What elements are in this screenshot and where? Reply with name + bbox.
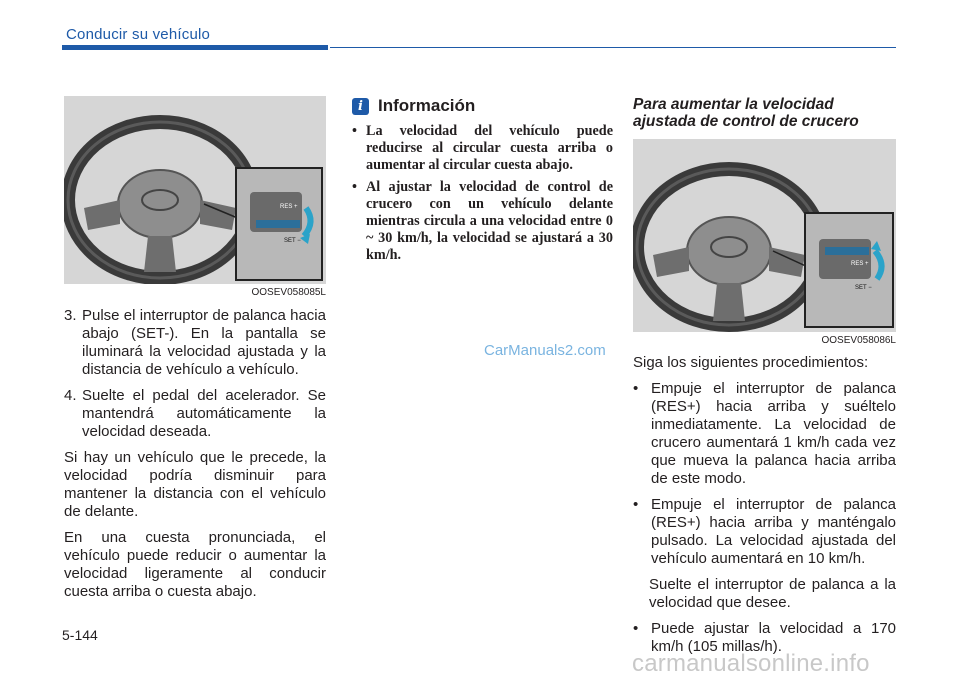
numbered-step <box>64 307 326 379</box>
indent-paragraph: Suelte el interruptor de palanca a la velocidad que desee. <box>649 576 896 611</box>
bullet-text: Al ajustar la velocidad de control de crucero con un vehículo delante mientras circula a una velocidad entre 0 ~ 30 km/h, la velocidad se ajustará a 30 km/h. <box>366 179 613 263</box>
right-column <box>633 96 896 664</box>
info-list <box>352 123 613 264</box>
steering-wheel-figure-set <box>64 96 326 284</box>
footer-watermark: carmanualsonline.info <box>632 650 870 677</box>
step-number: 3. <box>64 307 77 324</box>
left-body <box>64 307 326 601</box>
numbered-step <box>64 387 326 441</box>
right-body <box>633 354 896 656</box>
bullet-dot: • <box>633 620 639 637</box>
list-item <box>633 496 896 568</box>
info-bullet <box>352 123 613 174</box>
left-column <box>64 96 326 609</box>
bullet-dot: • <box>633 496 639 513</box>
info-bullet <box>352 179 613 264</box>
info-title: Información <box>378 96 476 115</box>
set-label: SET − <box>284 238 301 244</box>
header-rule-thick <box>62 45 328 50</box>
intro-paragraph: Siga los siguientes procedimientos: <box>633 354 869 371</box>
steering-wheel-illustration <box>64 96 326 284</box>
figure-code: OOSEV058085L <box>251 287 326 298</box>
figure-code: OOSEV058086L <box>821 335 896 346</box>
middle-column <box>352 96 613 269</box>
step-number: 4. <box>64 387 77 404</box>
bullet-dot: • <box>352 123 357 139</box>
list-item <box>633 380 896 488</box>
steering-wheel-figure-res <box>633 139 896 332</box>
paragraph: Si hay un vehículo que le precede, la velocidad podría disminuir para mantener la distancia con el vehículo de delante. <box>64 449 326 520</box>
step-text: Suelte el pedal del acelerador. Se mantendrá automáticamente la velocidad deseada. <box>82 387 326 440</box>
bullet-dot: • <box>633 380 639 397</box>
section-title: Conducir su vehículo <box>66 26 211 43</box>
paragraph: En una cuesta pronunciada, el vehículo puede reducir o aumentar la velocidad ligeramente al conducir cuesta arriba o cuesta abajo. <box>64 529 326 600</box>
bullet-text: La velocidad del vehículo puede reducirse al circular cuesta arriba o aumentar al circular cuesta abajo. <box>366 123 613 173</box>
set-label: SET − <box>855 285 872 291</box>
step-text: Pulse el interruptor de palanca hacia abajo (SET-). En la pantalla se iluminará la velocidad ajustada y la distancia de vehículo a vehículo. <box>82 307 326 378</box>
info-header <box>352 96 613 116</box>
info-icon: i <box>352 98 369 115</box>
bullet-dot: • <box>352 179 357 195</box>
page-number: 5-144 <box>62 627 98 643</box>
bullet-text: Empuje el interruptor de palanca (RES+) hacia arriba y manténgalo pulsado. La velocidad ajustada del vehículo aumentará en 10 km/h. <box>651 496 896 567</box>
res-label: RES + <box>851 261 869 267</box>
sub-heading: Para aumentar la velocidad ajustada de control de crucero <box>633 96 859 130</box>
bullet-text: Puede ajustar la velocidad a 170 km/h (105 millas/h). <box>651 620 896 655</box>
header-rule-thin <box>330 47 896 48</box>
bullet-text: Empuje el interruptor de palanca (RES+) hacia arriba y suéltelo inmediatamente. La velocidad de crucero aumentará 1 km/h cada vez que mueva la palanca hacia arriba de este modo. <box>651 380 896 487</box>
watermark: CarManuals2.com <box>484 342 606 359</box>
steering-wheel-illustration <box>633 139 896 332</box>
res-label: RES + <box>280 204 298 210</box>
